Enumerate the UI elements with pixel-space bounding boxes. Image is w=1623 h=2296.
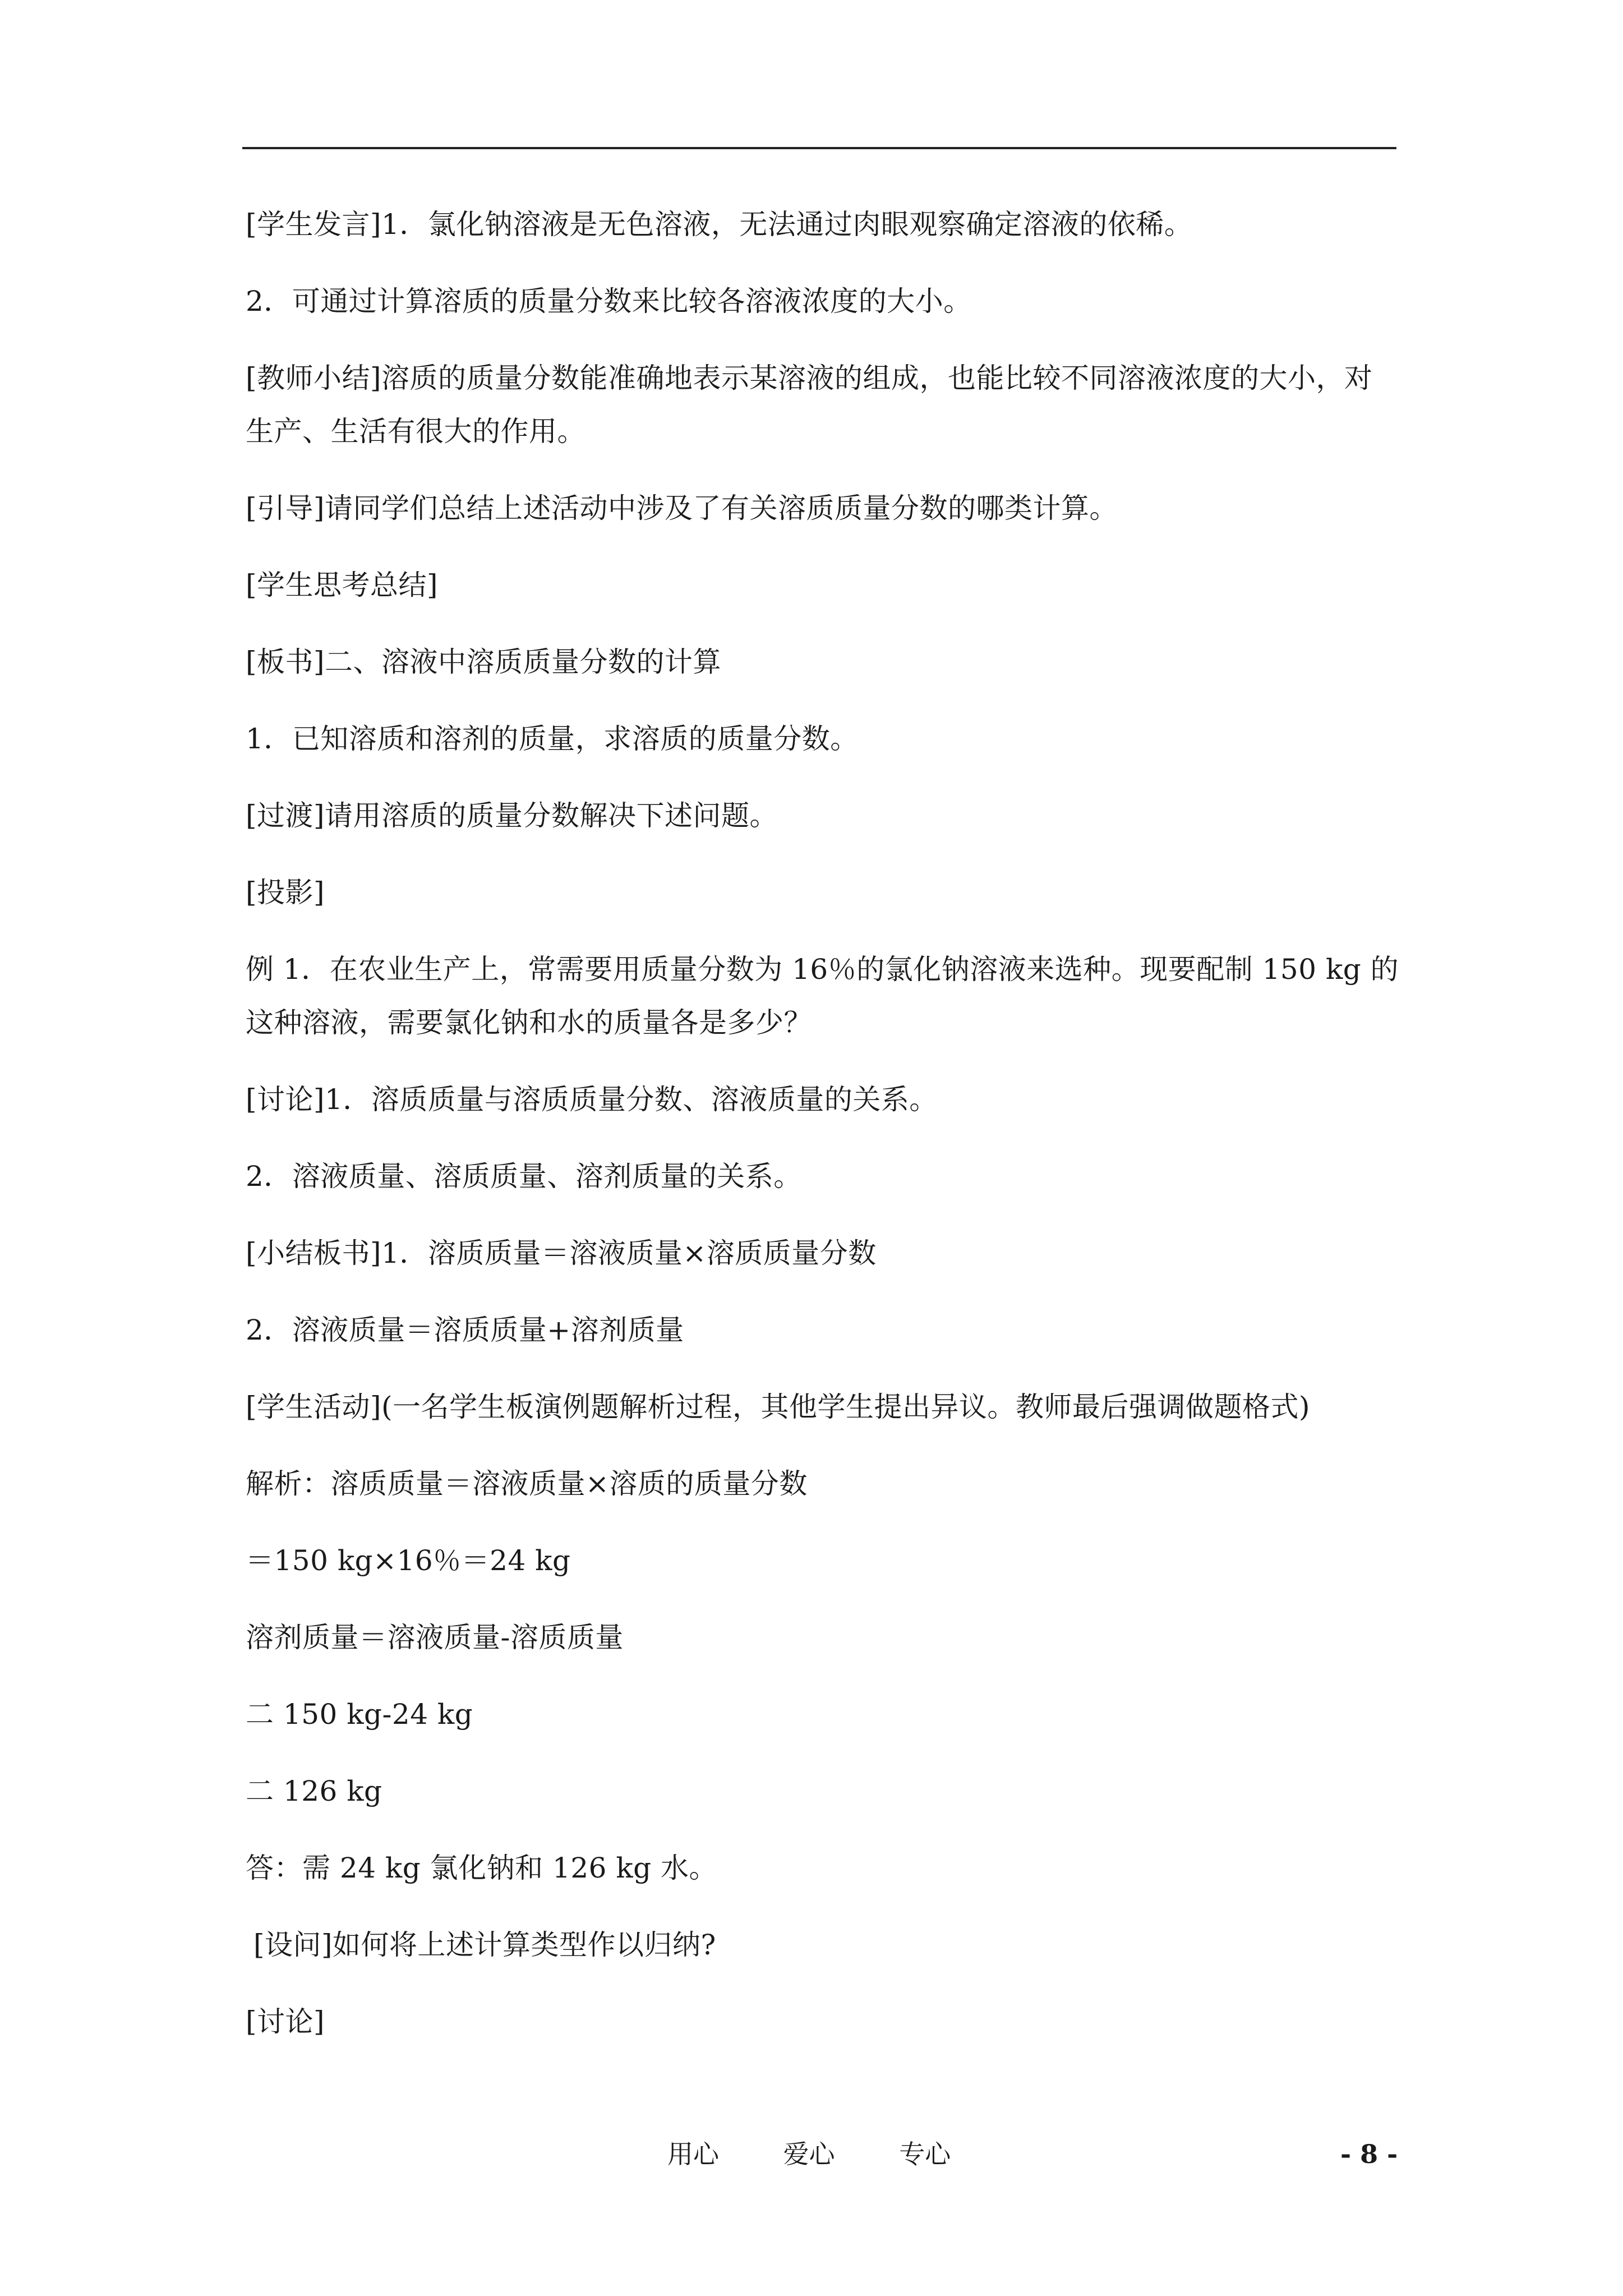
paragraph-board-heading: [板书]二、溶液中溶质质量分数的计算 xyxy=(246,646,722,678)
paragraph-question: [设问]如何将上述计算类型作以归纳? xyxy=(253,1929,716,1961)
paragraph-discussion-final: [讨论] xyxy=(246,2005,325,2038)
paragraph-solution-2: ＝150 kg×16％＝24 kg xyxy=(246,1544,571,1577)
footer-slogan-2: 爱心 xyxy=(783,2139,835,2169)
paragraph-student-speech-1: [学生发言]1．氯化钠溶液是无色溶液，无法通过肉眼观察确定溶液的依稀。 xyxy=(246,208,1193,241)
paragraph-transition: [过渡]请用溶质的质量分数解决下述问题。 xyxy=(246,799,778,832)
paragraph-answer: 答：需 24 kg 氯化钠和 126 kg 水。 xyxy=(246,1852,718,1884)
paragraph-projection: [投影] xyxy=(246,876,325,909)
paragraph-discussion-1: [讨论]1．溶质质量与溶质质量分数、溶液质量的关系。 xyxy=(246,1083,938,1116)
paragraph-calc-type-1: 1．已知溶质和溶剂的质量，求溶质的质量分数。 xyxy=(246,723,859,755)
page-number: - 8 - xyxy=(1340,2139,1398,2169)
paragraph-student-think: [学生思考总结] xyxy=(246,569,439,601)
paragraph-solution-4: 二 150 kg-24 kg xyxy=(246,1698,473,1731)
document-body xyxy=(246,208,1401,2082)
paragraph-solution-1: 解析：溶质质量＝溶液质量×溶质的质量分数 xyxy=(246,1467,808,1500)
paragraph-example-1: 例 1．在农业生产上，常需要用质量分数为 16％的氯化钠溶液来选种。现要配制 150 kg 的 xyxy=(246,953,1399,986)
footer-slogan xyxy=(667,2138,951,2170)
paragraph-guide: [引导]请同学们总结上述活动中涉及了有关溶质质量分数的哪类计算。 xyxy=(246,492,1118,524)
paragraph-student-activity: [学生活动](一名学生板演例题解析过程，其他学生提出异议。教师最后强调做题格式) xyxy=(246,1391,1311,1423)
paragraph-solution-3: 溶剂质量＝溶液质量-溶质质量 xyxy=(246,1621,624,1654)
paragraph-discussion-2: 2．溶液质量、溶质质量、溶剂质量的关系。 xyxy=(246,1160,802,1193)
paragraph-summary-board-1: [小结板书]1．溶质质量＝溶液质量×溶质质量分数 xyxy=(246,1237,877,1269)
paragraph-example-1-cont: 这种溶液，需要氯化钠和水的质量各是多少？ xyxy=(246,1006,812,1039)
paragraph-student-speech-2: 2．可通过计算溶质的质量分数来比较各溶液浓度的大小。 xyxy=(246,285,972,318)
paragraph-solution-5: 二 126 kg xyxy=(246,1775,382,1807)
footer-slogan-3: 专心 xyxy=(899,2139,951,2169)
paragraph-summary-board-2: 2．溶液质量＝溶质质量+溶剂质量 xyxy=(246,1314,684,1346)
paragraph-teacher-summary-cont: 生产、生活有很大的作用。 xyxy=(246,415,585,448)
footer-slogan-1: 用心 xyxy=(667,2139,719,2169)
header-rule xyxy=(242,147,1396,149)
paragraph-teacher-summary: [教师小结]溶质的质量分数能准确地表示某溶液的组成，也能比较不同溶液浓度的大小，对 xyxy=(246,362,1373,394)
